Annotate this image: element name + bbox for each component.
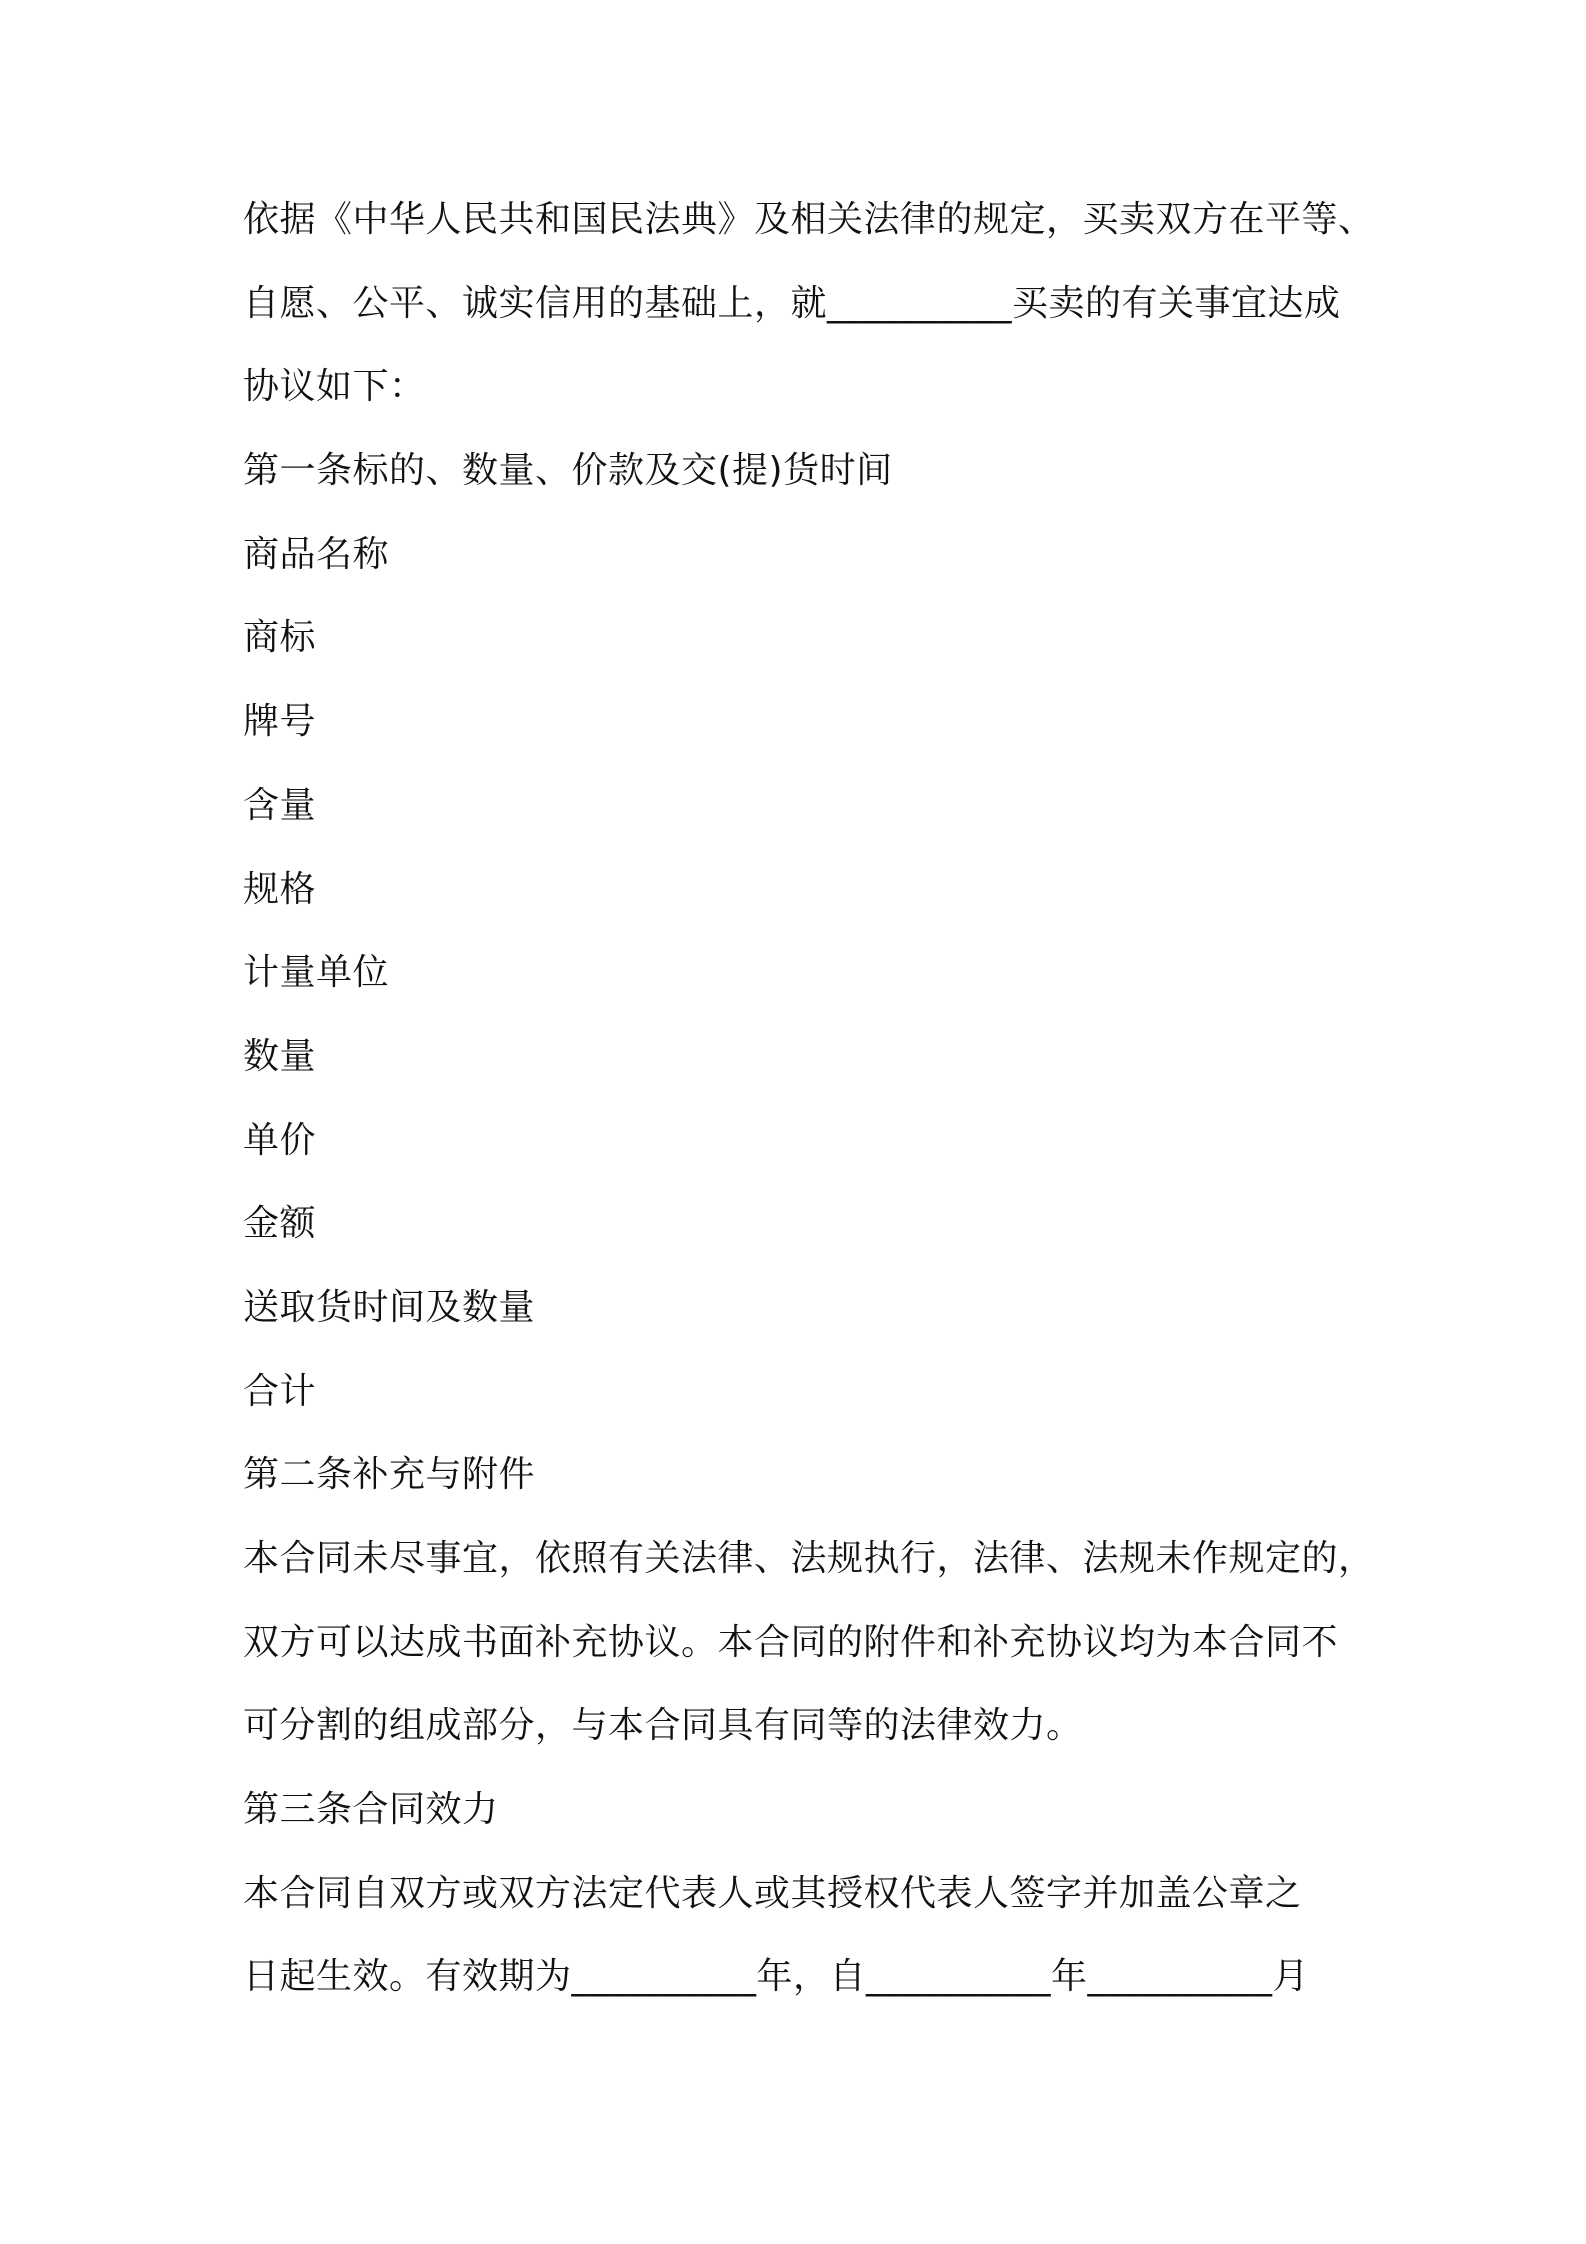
field-unit-price: 单价: [243, 1119, 317, 1161]
article-3-line-1: 本合同自双方或双方法定代表人或其授权代表人签字并加盖公章之: [243, 1872, 1302, 1914]
contract-body: [243, 198, 1375, 2039]
field-quantity: 数量: [243, 1035, 317, 1077]
article-2-line-3: 可分割的组成部分，与本合同具有同等的法律效力。: [243, 1705, 1083, 1747]
paragraph-intro-line-2: 自愿、公平、诚实信用的基础上，就__________买卖的有关事宜达成: [243, 282, 1341, 324]
article-2-line-2: 双方可以达成书面补充协议。本合同的附件和补充协议均为本合同不: [243, 1621, 1339, 1663]
article-1-heading: 第一条标的、数量、价款及交(提)货时间: [243, 450, 893, 492]
field-amount: 金额: [243, 1203, 317, 1245]
article-2-line-1: 本合同未尽事宜，依照有关法律、法规执行，法律、法规未作规定的，: [243, 1538, 1375, 1579]
field-delivery-time-quantity: 送取货时间及数量: [243, 1286, 536, 1328]
paragraph-intro-line-1: 依据《中华人民共和国民法典》及相关法律的规定，买卖双方在平等、: [243, 199, 1375, 240]
paragraph-intro-line-3: 协议如下：: [243, 366, 426, 408]
field-product-name: 商品名称: [243, 533, 390, 575]
field-brand-number: 牌号: [243, 701, 317, 743]
article-3-line-2: 日起生效。有效期为__________年，自__________年__________月: [243, 1956, 1310, 1998]
article-2-heading: 第二条补充与附件: [243, 1454, 536, 1496]
field-unit: 计量单位: [243, 952, 390, 994]
field-specification: 规格: [243, 868, 317, 910]
field-content: 含量: [243, 784, 317, 826]
article-3-heading: 第三条合同效力: [243, 1789, 499, 1831]
field-trademark: 商标: [243, 617, 317, 659]
field-total: 合计: [243, 1370, 317, 1412]
